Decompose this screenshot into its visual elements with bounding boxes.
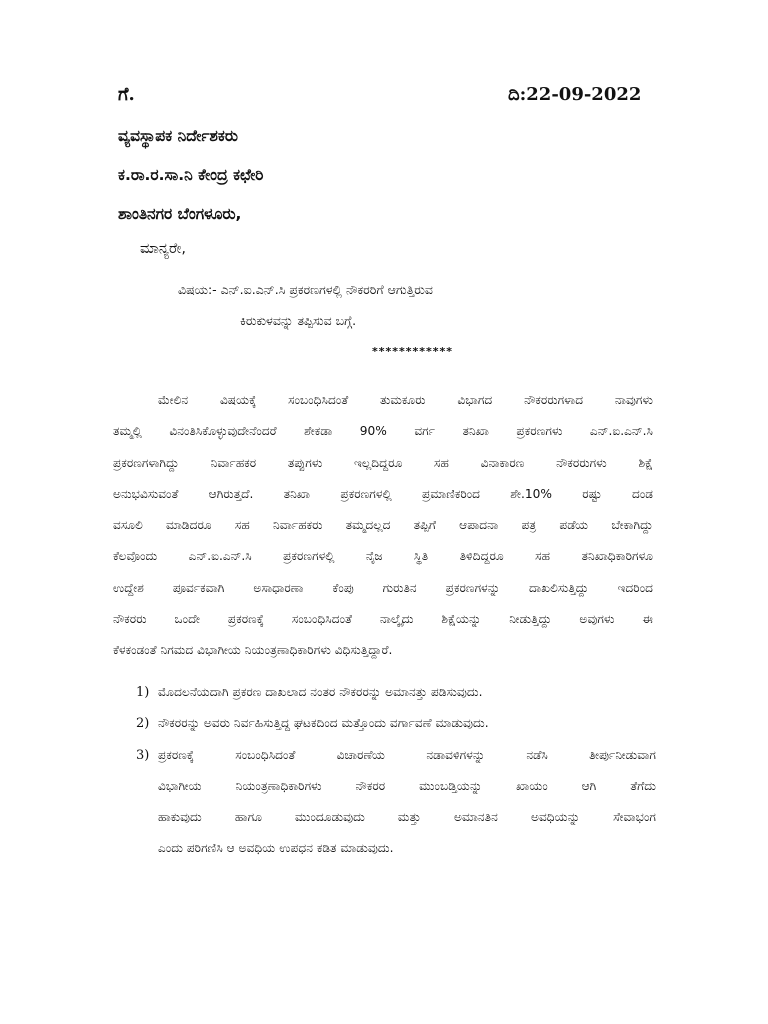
list-item — [136, 740, 656, 865]
body-line: ಪ್ರಕರಣಗಳಾಗಿದ್ದು ನಿರ್ವಾಹಕರ ತಪ್ಪುಗಳು ಇಲ್ಲದಿದ್ದರೂ ಸಹ ವಿನಾಕಾರಣ ನೌಕರರುಗಳು ಶಿಕ್ಷೆ — [113, 455, 653, 470]
letter-date: ದಿ:22-09-2022 — [508, 84, 642, 105]
body-paragraph — [113, 385, 653, 667]
list-item — [136, 677, 656, 708]
list-item-text: ಹಾಕುವುದು ಹಾಗೂ ಮುಂದೂಡುವುದು ಮತ್ತು ಅಮಾನತಿನ ಅವಧಿಯನ್ನು ಸೇವಾಭಂಗ — [158, 810, 656, 825]
list-item-number: 1) — [136, 685, 150, 700]
list-item-text: ನೌಕರರನ್ನು ಅವರು ನಿರ್ವಹಿಸುತ್ತಿದ್ದ ಘಟಕದಿಂದ ಮತ್ತೊಂದು ವರ್ಗಾವಣೆ ಮಾಡುವುದು. — [158, 716, 489, 731]
body-line: ನೌಕರರು ಒಂದೇ ಪ್ರಕರಣಕ್ಕೆ ಸಂಬಂಧಿಸಿದಂತೆ ನಾಲ್ಕೈದು ಶಿಕ್ಷೆಯನ್ನು ನೀಡುತ್ತಿದ್ದು ಅವುಗಳು ಈ — [113, 612, 653, 627]
body-line: ಅನುಭವಿಸುವಂತೆ ಆಗಿರುತ್ತದೆ. ತನಿಖಾ ಪ್ರಕರಣಗಳಲ್ಲಿ ಪ್ರಮಾಣಿಕರಿಂದ ಶೇ.10% ರಷ್ಟು ದಂಡ — [113, 486, 653, 501]
body-line: ಕೆಳಕಂಡಂತೆ ನಿಗಮದ ವಿಭಾಗೀಯ ನಿಯಂತ್ರಣಾಧಿಕಾರಿಗಳು ವಿಧಿಸುತ್ತಿದ್ದಾರೆ. — [113, 643, 393, 658]
recipient-location: ಶಾಂತಿನಗರ ಬೆಂಗಳೂರು, — [118, 205, 242, 223]
body-line: ಕೆಲವೊಂದು ಎನ್.ಐ.ಎನ್.ಸಿ ಪ್ರಕರಣಗಳಲ್ಲಿ ನೈಜ ಸ್ಥಿತಿ ತಿಳಿದಿದ್ದರೂ ಸಹ ತನಿಖಾಧಿಕಾರಿಗಳೂ — [113, 549, 653, 564]
recipient-designation: ವ್ಯವಸ್ಥಾಪಕ ನಿರ್ದೇಶಕರು — [118, 127, 238, 145]
body-line: ವಸೂಲಿ ಮಾಡಿದರೂ ಸಹ ನಿರ್ವಾಹಕರು ತಮ್ಮದಲ್ಲದ ತಪ್ಪಿಗೆ ಆಪಾದನಾ ಪತ್ರ ಪಡೆಯ ಬೇಕಾಗಿದ್ದು — [113, 518, 653, 533]
body-line: ತಮ್ಮಲ್ಲಿ ವಿನಂತಿಸಿಕೊಳ್ಳುವುದೇನೆಂದರೆ ಶೇಕಡಾ 90% ವರ್ಗ ತನಿಖಾ ಪ್ರಕರಣಗಳು ಎನ್.ಐ.ಎನ್.ಸಿ — [113, 424, 653, 439]
list-item-text: ಮೊದಲನೆಯದಾಗಿ ಪ್ರಕರಣ ದಾಖಲಾದ ನಂತರ ನೌಕರರನ್ನು ಅಮಾನತ್ತು ಪಡಿಸುವುದು. — [158, 685, 483, 699]
numbered-list — [136, 677, 656, 865]
list-item-text: ಎಂದು ಪರಿಗಣಿಸಿ ಆ ಅವಧಿಯ ಉಪಧನ ಕಡಿತ ಮಾಡುವುದು. — [158, 841, 394, 856]
list-item-text: ವಿಭಾಗೀಯ ನಿಯಂತ್ರಣಾಧಿಕಾರಿಗಳು ನೌಕರರ ಮುಂಬಡ್ತಿಯನ್ನು ಖಾಯಂ ಆಗಿ ತೆಗೆದು — [158, 778, 656, 793]
list-item — [136, 708, 656, 739]
recipient-office: ಕ.ರಾ.ರ.ಸಾ.ನಿ ಕೇಂದ್ರ ಕಛೇರಿ — [118, 166, 264, 184]
subject-line: ವಿಷಯ:- ಎನ್.ಐ.ಎನ್.ಸಿ ಪ್ರಕರಣಗಳಲ್ಲಿ ನೌಕರರಿಗೆ ಆಗುತ್ತಿರುವ — [178, 282, 433, 297]
subject-line: ಕಿರುಕುಳವನ್ನು ತಪ್ಪಿಸುವ ಬಗ್ಗೆ. — [240, 313, 357, 328]
list-item-number: 2) — [136, 716, 150, 732]
body-line: ಉದ್ದೇಶ ಪೂರ್ವಕವಾಗಿ ಅಸಾಧಾರಣಾ ಕೆಂಪು ಗುರುತಿನ ಪ್ರಕರಣಗಳನ್ನು ದಾಖಲಿಸುತ್ತಿದ್ದು ಇದರಿಂದ — [113, 580, 653, 595]
addressee-label: ಗೆ. — [118, 84, 135, 105]
body-line: ಮೇಲಿನ ವಿಷಯಕ್ಕೆ ಸಂಬಂಧಿಸಿದಂತೆ ತುಮಕೂರು ವಿಭಾಗದ ನೌಕರರುಗಳಾದ ನಾವುಗಳು — [158, 393, 653, 407]
salutation: ಮಾನ್ಯರೇ, — [140, 241, 187, 257]
separator: ************ — [372, 345, 454, 358]
list-item-text: ಪ್ರಕರಣಕ್ಕೆ ಸಂಬಂಧಿಸಿದಂತೆ ವಿಚಾರಣೆಯ ನಡಾವಳಿಗಳನ್ನು ನಡೆಸಿ ತೀರ್ಪುನೀಡುವಾಗ — [158, 747, 656, 762]
list-item-number: 3) — [136, 747, 150, 763]
